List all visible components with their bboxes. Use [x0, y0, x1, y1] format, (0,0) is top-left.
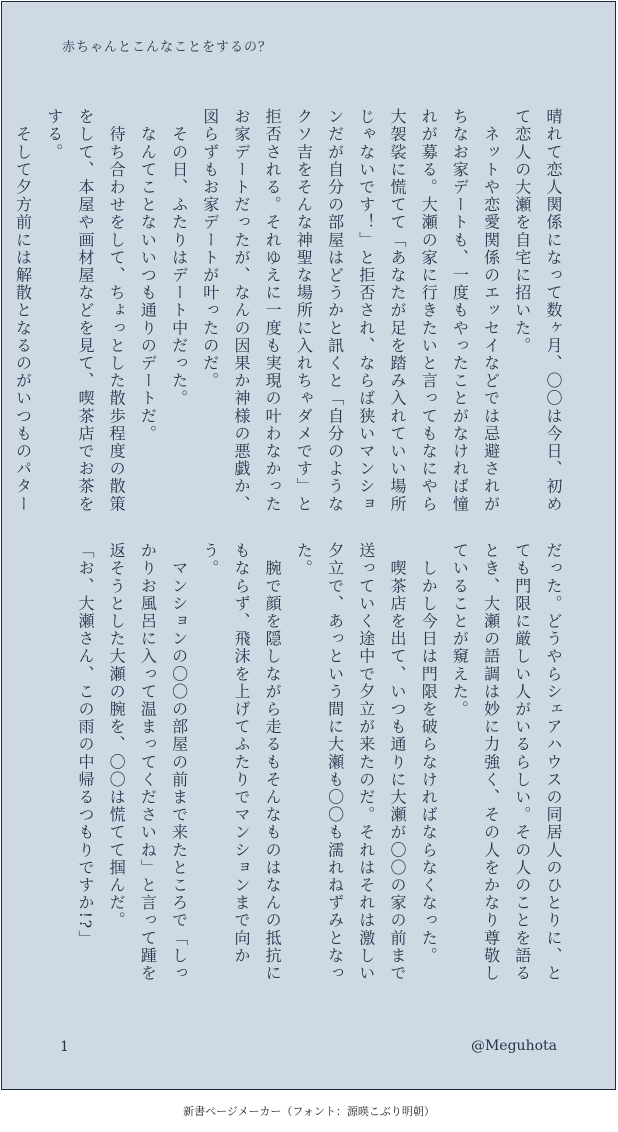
paragraph: なんてことないいつも通りのデートだ。 [138, 108, 158, 443]
paragraph: その日、ふたりはデート中だった。 [169, 108, 189, 408]
text-block-top [13, 108, 569, 528]
footer-credit: 新書ページメーカー（フォント：源暎こぶり明朝） [183, 1105, 435, 1118]
author-handle: @Meguhota [470, 1038, 557, 1054]
book-page [1, 1, 616, 1090]
paragraph: だった。どうやらシェアハウスの同居人のひとりに、とても門限に厳しい人がいるらしい。その人のことを語るとき、大瀬の語調は妙に力強く、その人をかなり尊敬していることが窺えた。 [450, 542, 563, 982]
paragraph: そして夕方前には解散となるのがいつものパター [13, 125, 33, 513]
running-title: 赤ちゃんとこんなことをするの？ [62, 40, 273, 55]
paragraph: 腕で顔を隠しながら走るもそんなものはなんの抵抗にもならず、飛沫を上げてふたりでマンションまで向かう。 [200, 542, 283, 982]
paragraph: マンションの〇〇の部屋の前まで来たところで「しっかりお風呂に入って温まってくださいね」と言って踵を返そうとした大瀬の腕を、〇〇は慌てて掴んだ。 [107, 542, 189, 982]
paragraph: ネットや恋愛関係のエッセイなどでは忌避されがちなお家デートも、一度もやったことがなければ憧れが募る。大瀬の家に行きたいと言ってもなにやら大袈裟に慌てて「あなたが足を踏み入れていい場所じゃないです！」と拒否され、ならば狭いマンションだが自分の部屋はどうかと訊くと「自分のようなクソ吉をそんな神聖な場所に入れちゃダメです」と拒否される。それゆえに一度も実現の叶わなかったお家デートだったが、なんの因果か神様の悪戯か、図らずもお家デートが叶ったのだ。 [200, 108, 501, 513]
paragraph: 待ち合わせをして、ちょっとした散歩程度の散策をして、本屋や画材屋などを見て、喫茶店でお茶をする。 [44, 108, 127, 513]
text-block-bottom [55, 542, 569, 987]
paragraph: 晴れて恋人関係になって数ヶ月、〇〇は今日、初めて恋人の大瀬を自宅に招いた。 [512, 108, 563, 513]
page-number: 1 [60, 1039, 69, 1055]
paragraph: 喫茶店を出て、いつも通りに大瀬が〇〇の家の前まで送っていく途中で夕立が来たのだ。それはそれは激しい夕立で、あっという間に大瀬も〇〇も濡れねずみとなった。 [294, 542, 407, 982]
paragraph: 「お、大瀬さん、この雨の中帰るつもりですか!?」 [75, 542, 95, 948]
paragraph: しかし今日は門限を破らなければならなくなった。 [419, 542, 439, 965]
